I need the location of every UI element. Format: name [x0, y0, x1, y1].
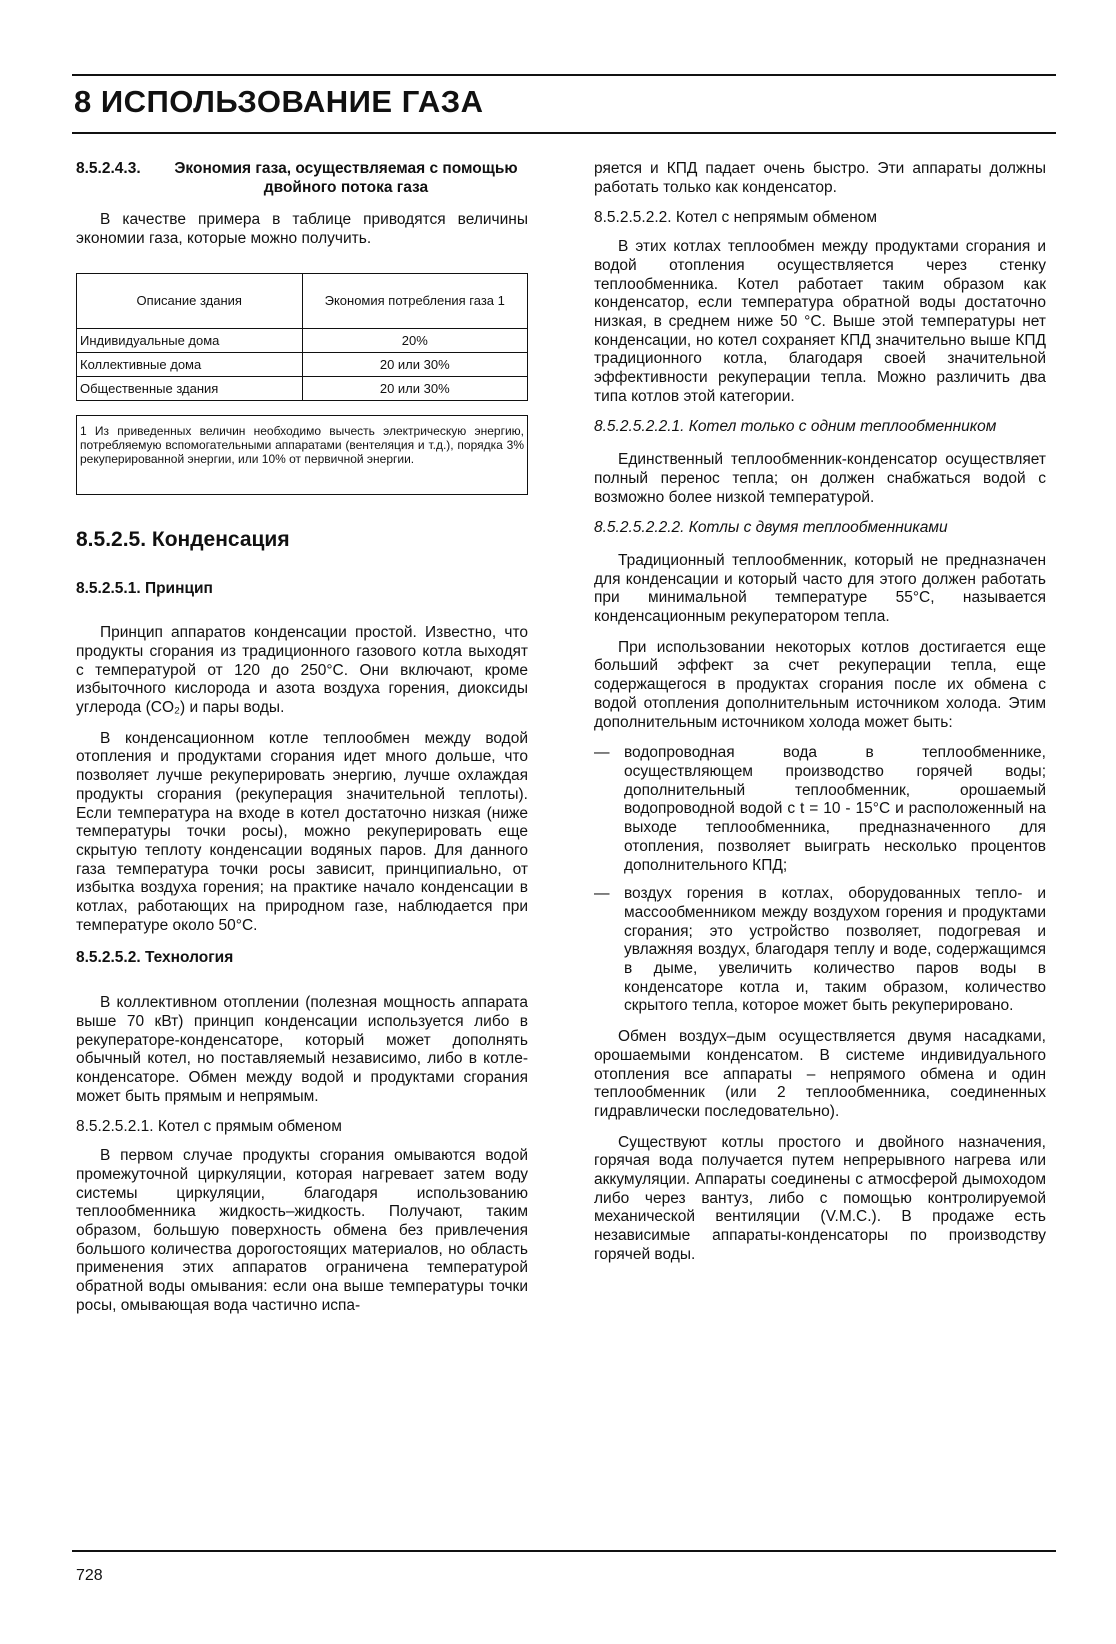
page-number: 728 [76, 1567, 103, 1584]
intro-paragraph: В качестве примера в таблице приводятся величины экономии газа, которые можно получить. [76, 211, 528, 248]
paragraph-two-exchangers: Традиционный теплообменник, который не предназначен для конденсации и который часто для этого должен работать при минимальной температуре 55°C, называется конденсационным рекуператором тепла. [594, 551, 1046, 626]
subsection-title: Экономия газа, осуществляемая с помощью двойного потока газа [174, 160, 518, 196]
table-footnote: 1 Из приведенных величин необходимо вычесть электрическую энергию, потребляемую вспомогательными аппаратами (вентеляция и т.д.), порядка 3% рекуперированной энергии, или 10% от первичной энергии. [77, 415, 528, 494]
header-bottom-rule [72, 132, 1056, 134]
table-cell: 20 или 30% [302, 376, 528, 400]
paragraph-indirect-exchange: В этих котлах теплообмен между продуктами сгорания и водой отопления осуществляется через стенку теплообменника. Котел работает таким образом как конденсатор, если температура обратной воды достаточно низкая, в среднем ниже 50 °C. Выше этой температуры нет конденсации, но котел сохраняет КПД значительно выше КПД традиционного котла, благодаря своей значительной эффективности рекуперации тепла. Можно различить два типа котлов этой категории. [594, 238, 1046, 405]
table-header-row [77, 273, 528, 328]
paragraph-air-smoke-exchange: Обмен воздух–дым осуществляется двумя насадками, орошаемыми конденсатом. В системе индивидуального отопления все аппараты – непрямого обмена и один теплообменник (или 2 теплообменника, соединенных гидравлически последовательно). [594, 1028, 1046, 1120]
table-header-cell: Описание здания [77, 273, 303, 328]
section-heading-condensation: 8.5.2.5. Конденсация [76, 527, 290, 551]
table-cell: 20% [302, 328, 528, 352]
table-cell: Индивидуальные дома [77, 328, 303, 352]
table-spacer-row [77, 400, 528, 415]
gas-economy-table [76, 273, 528, 495]
heading-two-exchangers: 8.5.2.5.2.2.2. Котлы с двумя теплообменниками [594, 519, 948, 537]
heading-single-exchanger: 8.5.2.5.2.2.1. Котел только с одним теплообменником [594, 418, 997, 436]
right-column [594, 160, 1046, 1277]
list-item: — воздух горения в котлах, оборудованных тепло- и массообменником между воздухом горения и продуктами сгорания; это устройство позволяет, подогревая и увлажняя воздух, благодаря теплу и воде, содержащимся в дыме, увеличить количество паров воды в конденсаторе котла и, таким образом, количество скрытого тепла, которое может быть рекуперировано. [594, 885, 1046, 1016]
heading-technology: 8.5.2.5.2. Технология [76, 949, 234, 967]
header-top-rule [72, 74, 1056, 76]
paragraph-continued: ряется и КПД падает очень быстро. Эти аппараты должны работать только как конденсатор. [594, 160, 1046, 196]
subsection-number: 8.5.2.4.3. [76, 160, 141, 177]
table-row [77, 352, 528, 376]
paragraph-condensing-boiler: В конденсационном котле теплообмен между водой отопления и продуктами сгорания идет много дольше, что позволяет лучше рекуперировать энергию, лучше охлаждая продукты сгорания (рекуперация значительной теплоты). Если температура на входе в котел достаточно низкая (ниже температуры точки росы), можно рекуперировать еще скрытую теплоту конденсации водяных паров. Для данного газа температура точки росы зависит, принципиально, от избытка воздуха горения; на практике начало конденсации в котлах, работающих на природном газе, наблюдается при температуре около 50°C. [76, 729, 528, 934]
list-item: — водопроводная вода в теплообменнике, осуществляющем производство горячей воды; дополнительный теплообменник, орошаемый водопроводной водой с t = 10 - 15°C и расположенный на выходе теплообменника, предназначенного для отопления, позволяет выиграть несколько процентов дополнительного КПД; [594, 744, 1046, 875]
table-cell: Коллективные дома [77, 352, 303, 376]
paragraph-single-exchanger: Единственный теплообменник-конденсатор осуществляет полный перенос тепла; он должен снабжаться водой с возможно более низкой температурой. [594, 451, 1046, 506]
table-note-row [77, 415, 528, 494]
table-row [77, 328, 528, 352]
subsection-heading-gas-economy [76, 160, 528, 197]
table-cell: 20 или 30% [302, 352, 528, 376]
table-header-cell: Экономия потребления газа 1 [302, 273, 528, 328]
heading-indirect-exchange: 8.5.2.5.2.2. Котел с непрямым обменом [594, 209, 878, 227]
paragraph-direct-exchange: В первом случае продукты сгорания омываются водой промежуточной циркуляции, которая нагревает затем воду системы циркуляции, благодаря использованию теплообменника жидкость–жидкость. Получают, таким образом, большую поверхность обмена без привлечения большого количества дорогостоящих материалов, но область применения этих аппаратов ограничена температурой обратной воды омывания: если она выше температуры точки росы, омывающая вода частично испа- [76, 1147, 528, 1314]
paragraph-additional-cold-source: При использовании некоторых котлов достигается еще больший эффект за счет рекуперации тепла, еще содержащегося в продуктах сгорания после их обмена с водой отопления дополнительным источником холода. Этим дополнительным источником холода может быть: [594, 638, 1046, 731]
footer-rule [72, 1550, 1056, 1552]
table-row [77, 376, 528, 400]
paragraph-technology: В коллективном отоплении (полезная мощность аппарата выше 70 кВт) принцип конденсации используется либо в рекуператоре-конденсаторе, который может дополнять обычный котел, но поставляемый независимо, либо в котле-конденсаторе. Обмен между водой и продуктами сгорания может быть прямым и непрямым. [76, 994, 528, 1105]
paragraph-boiler-types: Существуют котлы простого и двойного назначения, горячая вода получается путем непрерывного нагрева или аккумуляции. Аппараты соединены с атмосферой дымоходом либо через вантуз, либо с помощью контролируемой механической вентиляции (V.M.C.). В продаже есть независимые аппараты-конденсаторы по производству горячей воды. [594, 1133, 1046, 1263]
heading-direct-exchange: 8.5.2.5.2.1. Котел с прямым обменом [76, 1118, 342, 1136]
cold-source-list [594, 744, 1046, 1016]
left-column [76, 160, 528, 1327]
table-cell: Общественные здания [77, 376, 303, 400]
chapter-title: 8 ИСПОЛЬЗОВАНИЕ ГАЗА [74, 84, 484, 119]
heading-principle: 8.5.2.5.1. Принцип [76, 579, 213, 597]
paragraph-principle: Принцип аппаратов конденсации простой. Известно, что продукты сгорания из традиционного газового котла выходят с температурой от 120 до 250°C. Они включают, кроме избыточного кислорода и азота воздуха горения, диоксиды углерода (CO₂) и пары воды. [76, 624, 528, 717]
